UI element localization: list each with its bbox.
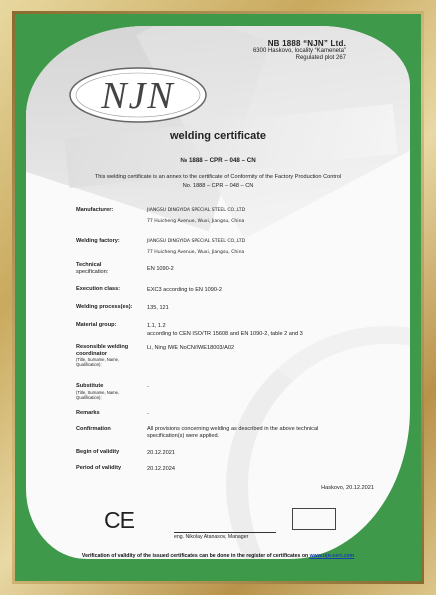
ce-mark: CE bbox=[104, 507, 134, 533]
field-value: Li, Ning IWE NoCN/IWE18003/A02 bbox=[147, 345, 235, 351]
field-label: Manufacturer: bbox=[76, 207, 114, 213]
stamp-box bbox=[292, 508, 336, 530]
label-line: Resonsible welding bbox=[76, 344, 129, 350]
label-line: coordinator bbox=[76, 350, 108, 357]
field-value: 135, 121 bbox=[147, 305, 169, 311]
value-line: specification(s) were applied. bbox=[147, 433, 220, 439]
place-and-date: Haskovo, 20.12.2021 bbox=[321, 485, 374, 491]
issuer-address-1: 6300 Haskovo, locality “Kameneta” bbox=[252, 47, 346, 54]
field-value: EN 1090-2 bbox=[147, 266, 174, 272]
field-value: - bbox=[147, 411, 149, 417]
issuer-block bbox=[253, 40, 346, 63]
label-line: Substitute bbox=[76, 383, 104, 389]
value-line: JIANGSU DINGYIDA SPECIAL STEEL CO.,LTD bbox=[147, 239, 246, 244]
label-subtext: (Title, Surname, Name, Qualification): bbox=[76, 357, 120, 367]
annex-line-1: This welding certificate is an annex to the certificate of Conformity of the Factory Production Control bbox=[94, 174, 342, 180]
footer-text: Verification of validity of the issued certificates can be done in the register of certificates on bbox=[81, 553, 310, 559]
annex-line-2: No. 1888 – CPR – 048 – CN bbox=[182, 183, 254, 189]
field-label: Material group: bbox=[76, 322, 117, 328]
field-label: Welding factory: bbox=[76, 238, 120, 244]
field-label bbox=[76, 344, 144, 367]
field-label: Execution class: bbox=[76, 286, 121, 292]
issuer-name: NB 1888 “NJN” Ltd. bbox=[267, 39, 346, 48]
issuer-address-2: Regulated plot 267 bbox=[295, 55, 346, 61]
field-label: Remarks bbox=[76, 410, 100, 416]
logo-text: NJN bbox=[101, 75, 175, 117]
signature-line bbox=[174, 532, 276, 533]
field-value bbox=[147, 322, 367, 338]
value-line: 1.1, 1.2 bbox=[147, 323, 166, 329]
field-label: Welding process(es): bbox=[76, 304, 133, 310]
footer-verification bbox=[0, 553, 436, 559]
value-line: according to CEN ISO/TR 15608 and EN 1090-2, table 2 and 3 bbox=[147, 330, 303, 337]
field-label bbox=[76, 262, 144, 275]
certificate-number: № 1888 – CPR – 048 – CN bbox=[180, 157, 256, 164]
field-value: 20.12.2024 bbox=[147, 466, 175, 472]
njn-logo-icon bbox=[68, 66, 208, 124]
field-value: 20.12.2021 bbox=[147, 450, 175, 456]
verification-link[interactable]: www.njn-cert.com bbox=[309, 553, 355, 559]
field-label bbox=[76, 383, 144, 400]
value-line: JIANGSU DINGYIDA SPECIAL STEEL CO.,LTD bbox=[147, 208, 246, 213]
field-value bbox=[147, 426, 367, 440]
field-value bbox=[147, 238, 367, 257]
field-value: EXC3 according to EN 1090-2 bbox=[147, 287, 222, 293]
field-label: Period of validity bbox=[76, 465, 122, 471]
signatory-name: eng. Nikolay Atanasov, Manager bbox=[174, 534, 249, 540]
document-title: welding certificate bbox=[170, 130, 266, 142]
label-line: specification: bbox=[76, 268, 109, 275]
value-line: All provisions concerning welding as described in the above technical bbox=[147, 426, 319, 432]
field-value: - bbox=[147, 384, 149, 390]
field-value bbox=[147, 207, 367, 226]
value-line: 77 Huicheng Avenue, Wuxi, Jiangsu, China bbox=[147, 218, 245, 224]
annex-statement bbox=[0, 173, 436, 191]
value-line: 77 Huicheng Avenue, Wuxi, Jiangsu, China bbox=[147, 249, 245, 255]
field-label: Begin of validity bbox=[76, 449, 120, 455]
field-label: Confirmation bbox=[76, 426, 111, 432]
label-line: Technical bbox=[76, 262, 102, 268]
label-subtext: (Title, Surname, Name, Qualification): bbox=[76, 389, 120, 400]
